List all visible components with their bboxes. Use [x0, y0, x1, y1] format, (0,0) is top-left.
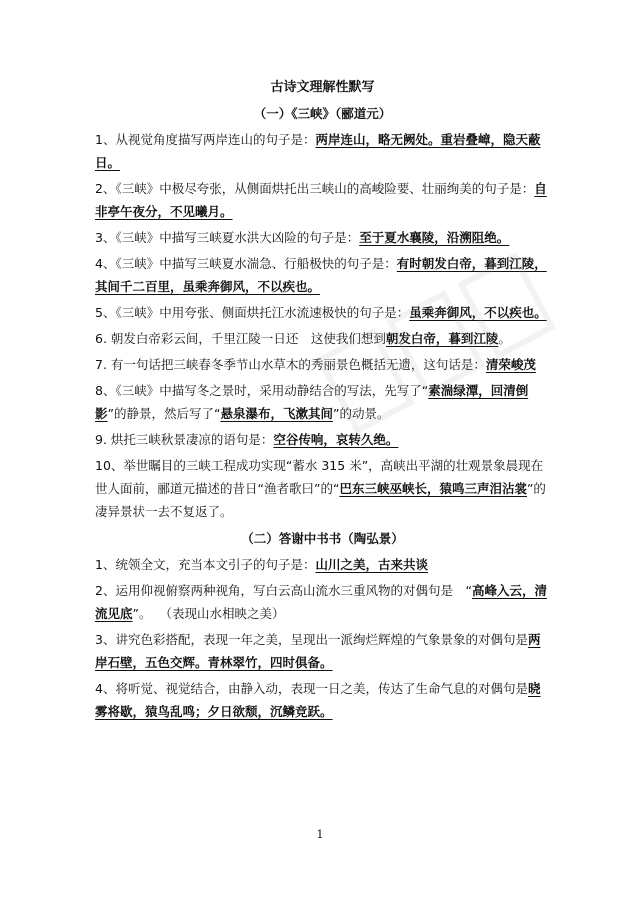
question-item: [95, 628, 550, 674]
question-text: 3、《三峡》中描写三峡夏水洪大凶险的句子是：: [95, 230, 360, 245]
question-text: 9. 烘托三峡秋景凄凉的语句是：: [95, 432, 274, 447]
answer-text: 晓雾将歇，猿鸟乱鸣；夕日欲颓，沉鳞竞跃。: [95, 681, 541, 719]
question-item: [95, 454, 550, 523]
question-item: [95, 128, 550, 174]
question-text: 1、统领全文，充当本文引子的句子是：: [95, 557, 316, 572]
question-text: 7. 有一句话把三峡春冬季节山水草木的秀丽景色概括无遗，这句话是：: [95, 357, 486, 372]
section-heading-sanxia: （一）《三峡》（郦道元）: [253, 106, 392, 121]
answer-text: 有时朝发白帝，暮到江陵，其间千二百里，虽乘奔御风，不以疾也。: [95, 256, 547, 294]
answer-text: 朝发白帝，暮到江陵: [385, 331, 499, 346]
question-tail-2: ”的动景。: [332, 406, 390, 421]
question-item: [95, 379, 550, 425]
question-item: [95, 301, 550, 324]
answer-text: 素湍绿潭，回清倒影: [95, 383, 529, 421]
question-text: 6. 朝发白帝彩云间，千里江陵一日还 这使我们想到: [95, 331, 386, 346]
question-note: （表现山水相映之美）: [159, 606, 285, 621]
answer-text-2: 悬泉瀑布，飞漱其间: [220, 406, 333, 421]
question-tail: ”的凄异景状一去不复返了。: [95, 481, 546, 519]
answer-text: 两岸连山，略无阙处。重岩叠嶂，隐天蔽日。: [95, 132, 541, 170]
question-item: [95, 428, 550, 451]
answer-text: 清荣峻茂: [485, 357, 536, 372]
answer-text: 至于夏水襄陵，沿溯阻绝。: [359, 230, 510, 245]
question-item: [95, 226, 550, 249]
question-text: 4、将听觉、视觉结合，由静入动，表现一日之美，传达了生命气息的对偶句是: [95, 681, 528, 696]
question-item: [95, 553, 550, 576]
question-text: 2、《三峡》中极尽夸张，从侧面烘托出三峡山的高峻险要、壮丽绚美的句子是：: [95, 181, 535, 196]
question-text: 2、运用仰视俯察两种视角，写白云高山流水三重风物的对偶句是 “: [95, 583, 472, 598]
answer-text: 自非亭午夜分，不见曦月。: [95, 181, 547, 219]
page-number: 1: [316, 828, 324, 841]
question-text: 3、讲究色彩搭配，表现一年之美，呈现出一派绚烂辉煌的气象景象的对偶句是: [95, 632, 528, 647]
answer-text: 巴东三峡巫峡长，猿鸣三声泪沾裳: [339, 481, 527, 496]
question-tail: 。: [498, 331, 511, 346]
question-text: 8、《三峡》中描写冬之景时，采用动静结合的写法，先写了“: [95, 383, 429, 398]
page-title: 古诗文理解性默写: [270, 80, 375, 95]
answer-text: 虽乘奔御风，不以疾也。: [409, 305, 547, 320]
question-tail: ”。: [132, 606, 152, 621]
answer-text: 两岸石壁，五色交辉。青林翠竹，四时俱备。: [95, 632, 541, 670]
question-item: [95, 677, 550, 723]
question-text: 10、举世瞩目的三峡工程成功实现“蓄水 315 米”，高峡出平湖的壮观景象晨现在世人面前，郦道元描述的昔日“渔者歌曰”的“: [95, 458, 544, 496]
question-item: [95, 353, 550, 376]
answer-text: 山川之美，古来共谈: [315, 557, 428, 572]
answer-text: 高峰入云，清流见底: [95, 583, 547, 621]
question-item: [95, 579, 550, 625]
question-item: [95, 177, 550, 223]
question-text: 5、《三峡》中用夸张、侧面烘托江水流速极快的句子是：: [95, 305, 410, 320]
question-tail: ”的静景，然后写了“: [107, 406, 221, 421]
question-text: 4、《三峡》中描写三峡夏水湍急、行船极快的句子是：: [95, 256, 397, 271]
question-text: 1、从视觉角度描写两岸连山的句子是：: [95, 132, 316, 147]
question-item: [95, 252, 550, 298]
answer-text: 空谷传响，哀转久绝。: [273, 432, 399, 447]
question-item: [95, 327, 550, 350]
document-content: [95, 78, 550, 726]
section-heading-dxzss: （二）答谢中书书（陶弘景）: [241, 531, 404, 546]
